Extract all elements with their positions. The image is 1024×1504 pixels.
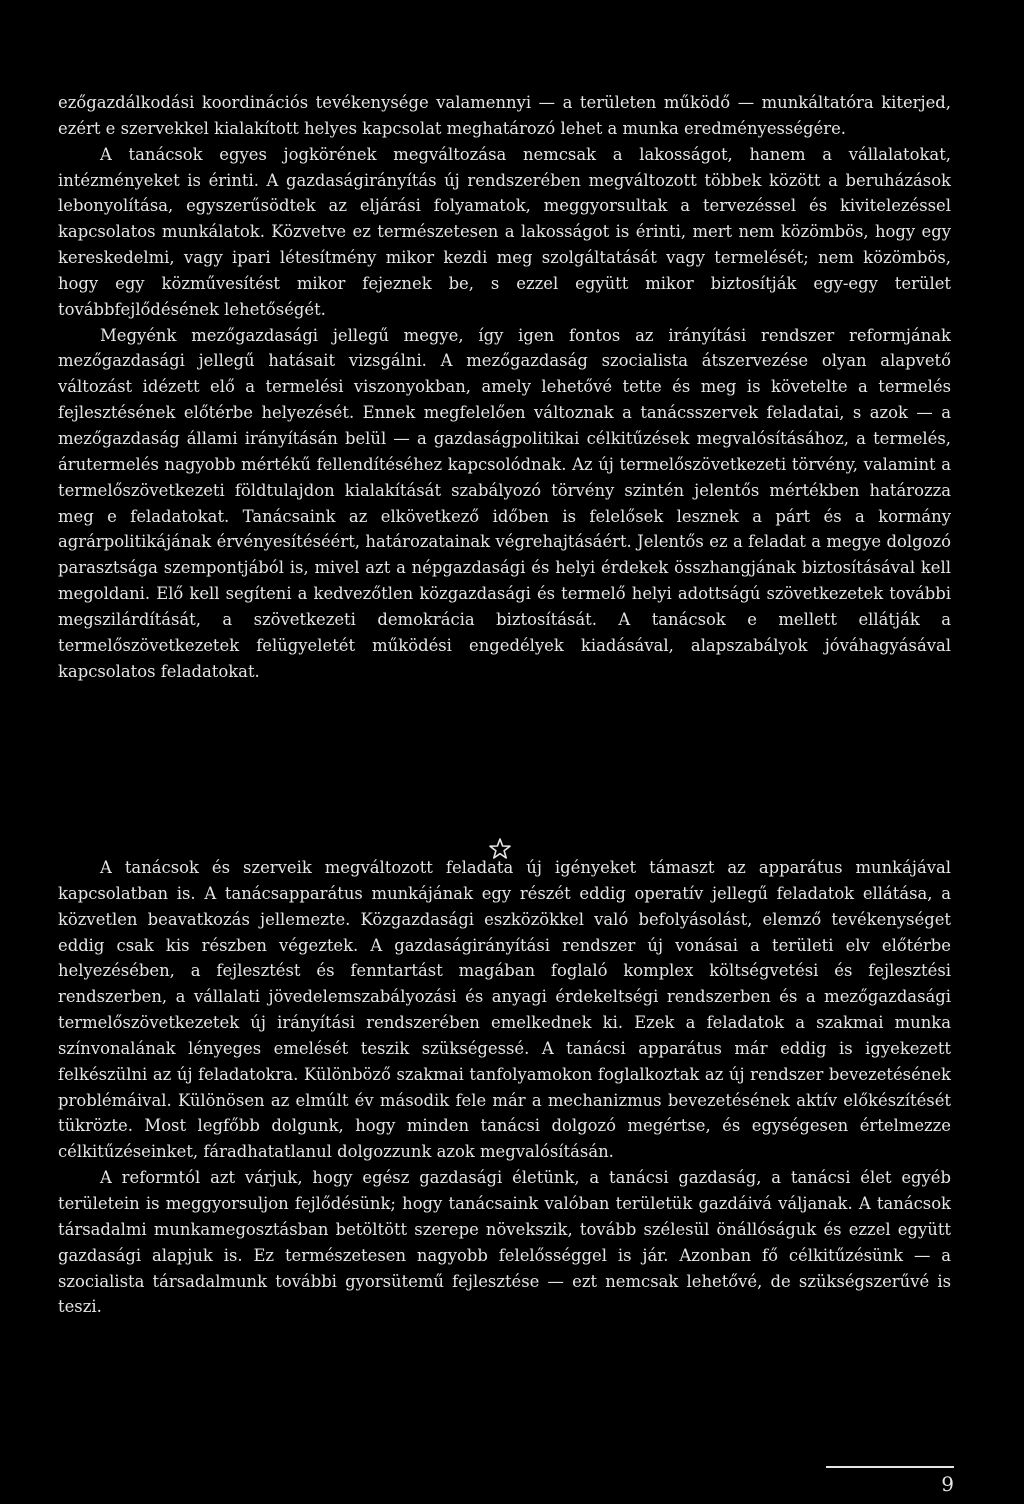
- paragraph-3: Megyénk mezőgazdasági jellegű megye, így igen fontos az irányítási rendszer reformjának mezőgazdasági jellegű hatásait vizsgálni. A mezőgazdaság szocialista átszervezése olyan alapvető változást idézett elő a termelési viszonyokban, amely lehetővé tette és meg is követelte a termelés fejlesztésének előtérbe helyezését. Ennek megfelelően változnak a tanácsszervek feladatai, s azok — a mezőgazdaság állami irányításán belül — a gazdaságpolitikai célkitűzések megvalósításához, a termelés, árutermelés nagyobb mértékű fellendítéséhez kapcsolódnak. Az új termelőszövetkezeti törvény, valamint a termelőszövetkezeti földtulajdon kialakítását szabályozó törvény szintén jelentős mértékben határozza meg e feladatokat. Tanácsaink az elkövetkező időben is felelősek lesznek a párt és a kormány agrárpolitikájának érvényesítéséért, határozatainak végrehajtásáért. Jelentős ez a feladat a megye dolgozó parasztsága szempontjából is, mivel azt a népgazdasági és helyi érdekek összhangjának biztosításával kell megoldani. Elő kell segíteni a kedvezőtlen közgazdasági és termelő helyi adottságú szövetkezetek további megszilárdítását, a szövetkezeti demokrácia biztosítását. A tanácsok e mellett ellátják a termelőszövetkezetek felügyeletét működési engedélyek kiadásával, alapszabályok jóváhagyásával kapcsolatos feladatokat.: [58, 325, 951, 681]
- body-text-bottom: [58, 855, 951, 1320]
- paragraph-2: A tanácsok egyes jogkörének megváltozása nemcsak a lakosságot, hanem a vállalatokat, intézményeket is érinti. A gazdaságirányítás új rendszerében megváltozott többek között a beruházások lebonyolítása, egyszerűsödtek az eljárási folyamatok, meggyorsultak a tervezéssel és kivitelezéssel kapcsolatos munkálatok. Közvetve ez természetesen a lakosságot is érinti, mert nem közömbös, hogy egy kereskedelmi, vagy ipari létesítmény mikor kezdi meg szolgáltatását vagy termelését; nem közömbös, hogy egy közművesítést mikor fejeznek be, s ezzel együtt mikor biztosítják egy-egy terület továbbfejlődésének lehetőségét.: [58, 144, 951, 319]
- paragraph-1: ezőgazdálkodási koordinációs tevékenysége valamennyi — a területen működő — munkáltatóra kiterjed, ezért e szervekkel kialakított helyes kapcsolat meghatározó lehet a munka eredményességére.: [58, 93, 951, 138]
- body-text-top: [58, 90, 951, 684]
- page-number: 9: [941, 1472, 954, 1496]
- paragraph-4: A tanácsok és szerveik megváltozott feladata új igényeket támaszt az apparátus munkájával kapcsolatban is. A tanácsapparátus munkájának egy részét eddig operatív jellegű feladatok ellátása, a közvetlen beavatkozás jellemezte. Közgazdasági eszközökkel való befolyásolást, elemző tevékenységet eddig csak kis részben végeztek. A gazdaságirányítási rendszer új vonásai a területi elv előtérbe helyezésében, a fejlesztést és fenntartást magában foglaló komplex költségvetési és fejlesztési rendszerben, a vállalati jövedelemszabályozási és anyagi érdekeltségi rendszerben és a mezőgazdasági termelőszövetkezetek új irányítási rendszerében emelkednek ki. Ezek a feladatok a szakmai munka színvonalának lényeges emelését teszik szükségessé. A tanácsi apparátus már eddig is igyekezett felkészülni az új feladatokra. Különböző szakmai tanfolyamokon foglalkoztak az új rendszer bevezetésének problémáival. Különösen az elmúlt év második fele már a mechanizmus bevezetésének aktív előkészítését tükrözte. Most legfőbb dolgunk, hogy minden tanácsi dolgozó megértse, és egységesen értelmezze célkitűzéseinket, fáradhatatlanul dolgozzunk azok megvalósításán.: [58, 858, 951, 1162]
- paragraph-5: A reformtól azt várjuk, hogy egész gazdasági életünk, a tanácsi gazdaság, a tanácsi élet egyéb területein is meggyorsuljon fejlődésünk; hogy tanácsaink valóban területük gazdáivá váljanak. A tanácsok társadalmi munkamegosztásban betöltött szerepe növekszik, tovább szélesül önállóságuk és ezzel együtt gazdasági alapjuk is. Ez természetesen nagyobb felelősséggel is jár. Azonban fő célkitűzésünk — a szocialista társadalmunk további gyorsütemű fejlesztése — ezt nemcsak lehetővé, de szükségszerűvé is teszi.: [58, 1168, 951, 1317]
- footer-rule: [826, 1466, 954, 1468]
